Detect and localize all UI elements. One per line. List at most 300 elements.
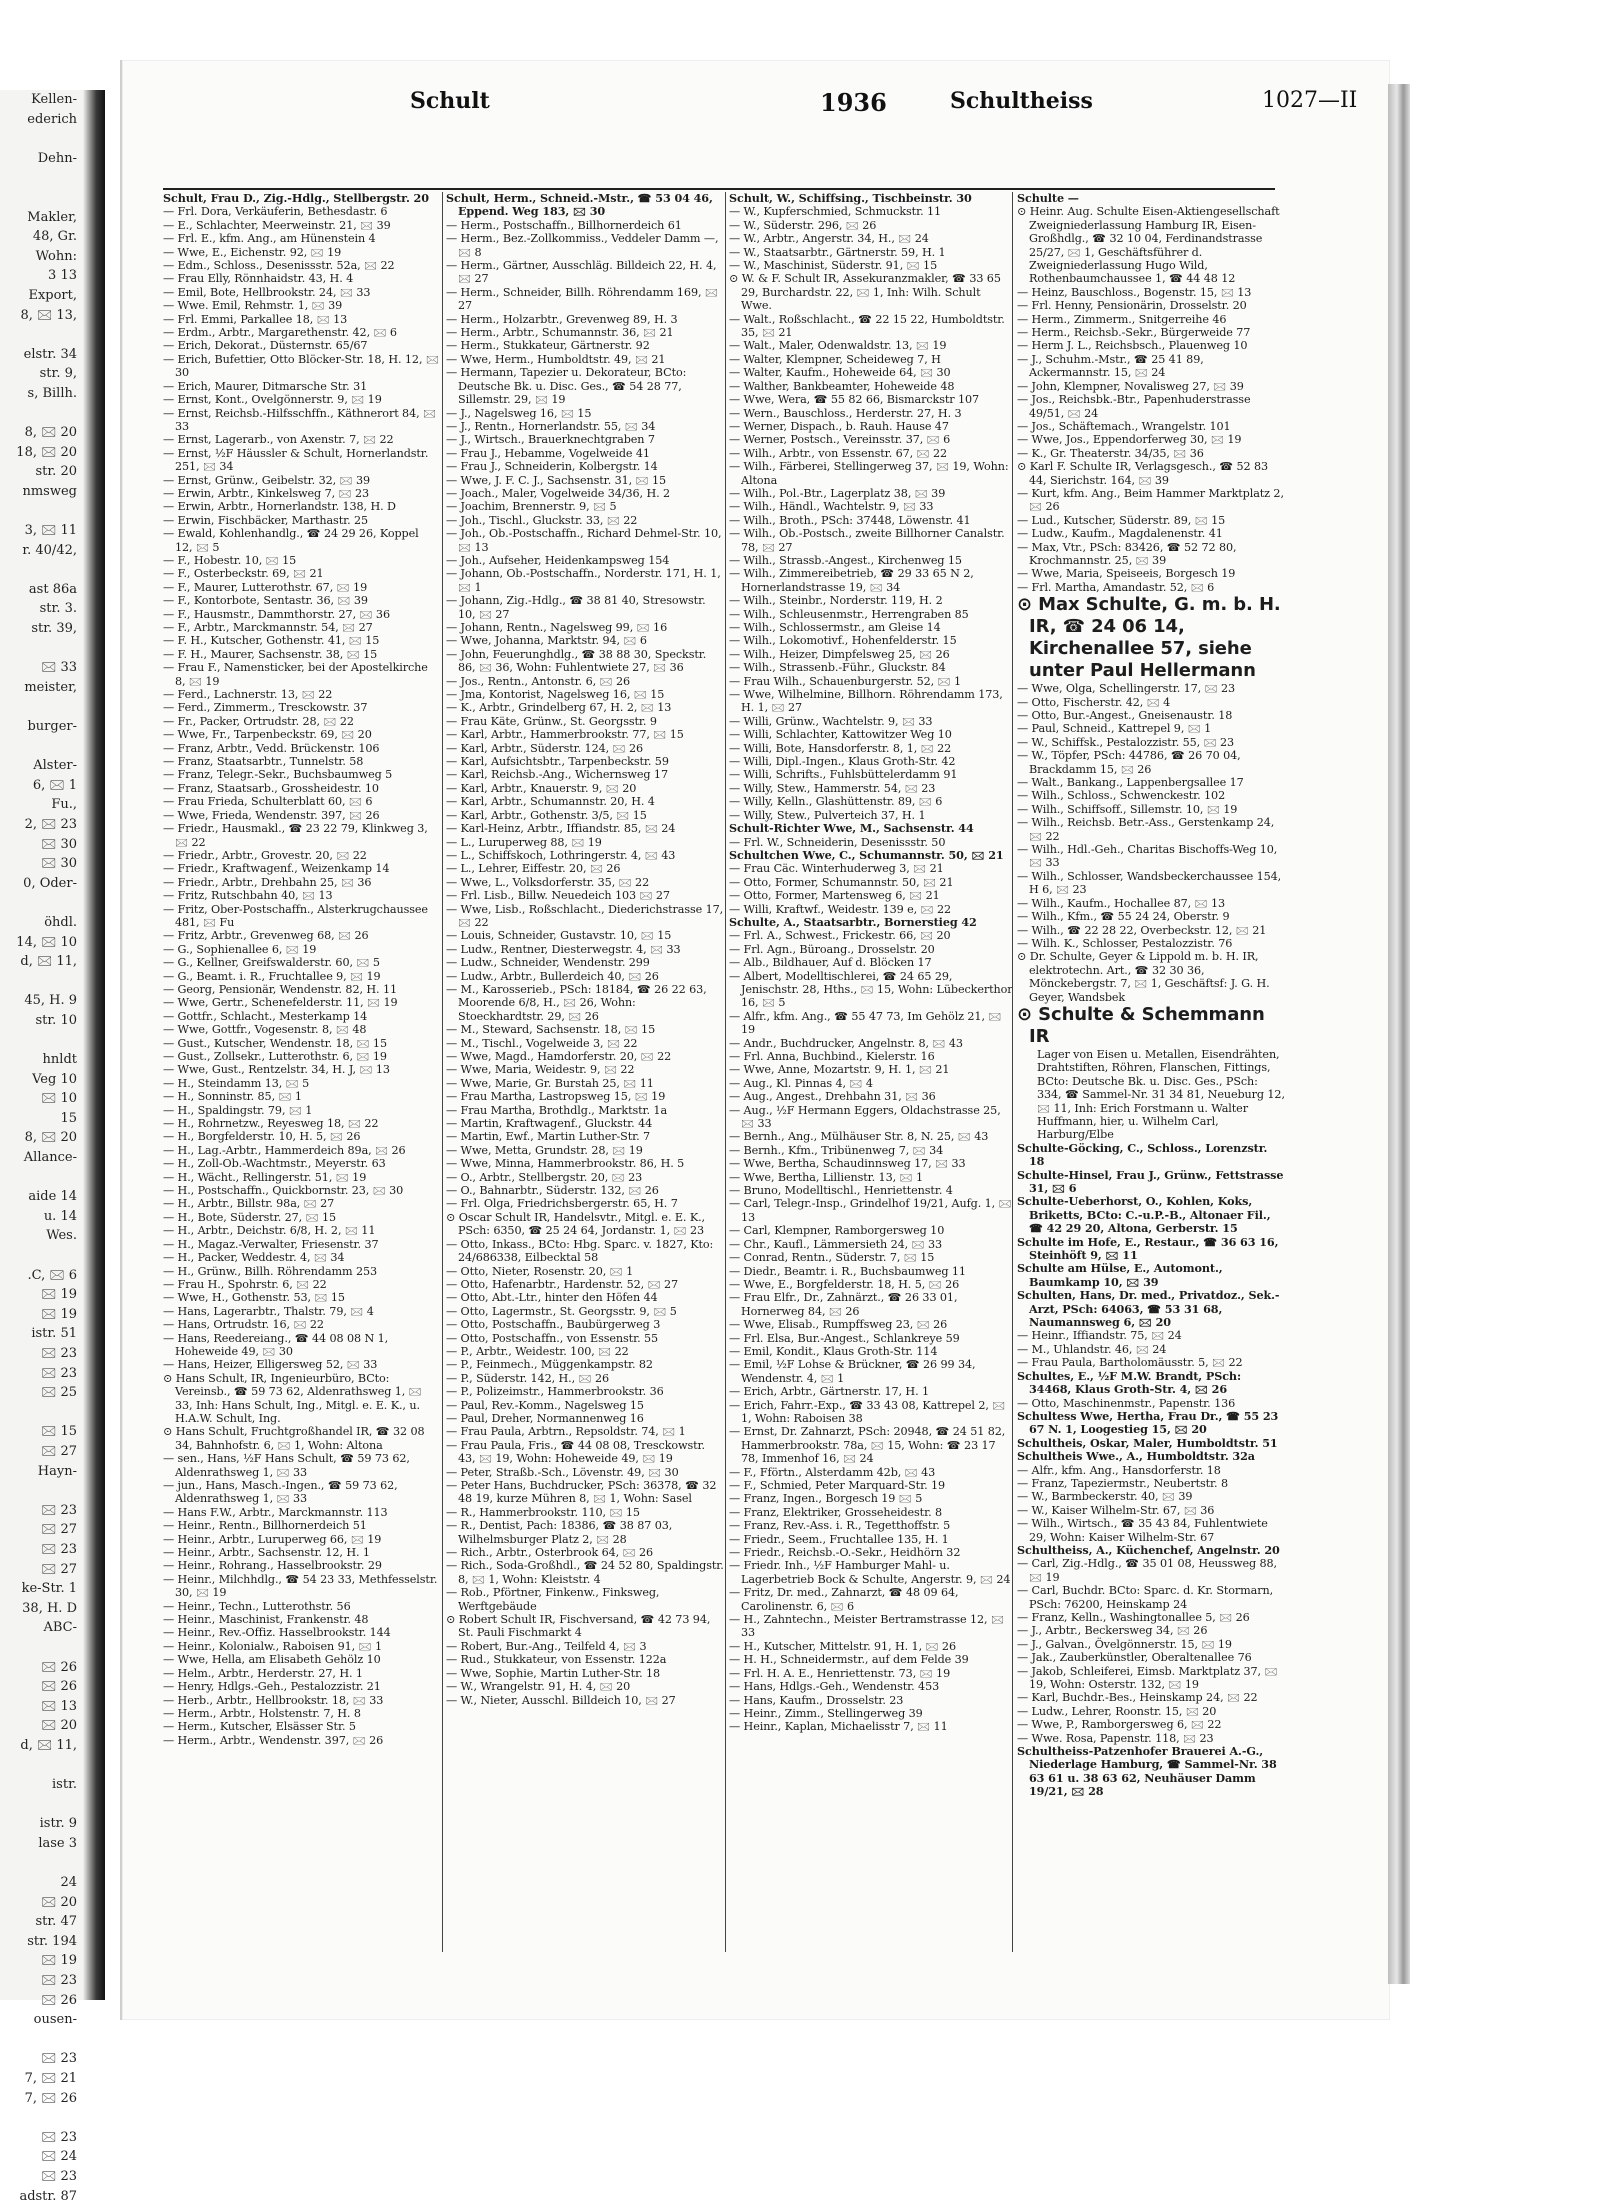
directory-entry: — Hans, Lagerarbtr., Thalstr. 79, 🖂 4	[163, 1304, 374, 1318]
directory-entry: — Wwe, Wera, ☎ 55 82 66, Bismarckstr 107	[729, 393, 980, 407]
adjacent-page-line: 🖂 24	[41, 2149, 77, 2165]
directory-entry: — Gust., Zollsekr., Lutterothstr. 6, 🖂 19	[163, 1050, 387, 1063]
directory-entry: — Willi, Grünw., Wachtelstr. 9, 🖂 33	[729, 714, 933, 728]
directory-entry: — Wwe. Emil, Rehmstr. 1, 🖂 39	[163, 299, 343, 313]
directory-entry: — Erwin, Arbtr., Kinkelsweg 7, 🖂 23	[163, 486, 369, 500]
directory-entry: — Erich, Maurer, Ditmarsche Str. 31	[163, 379, 368, 393]
directory-entry: — Otto, Postschaffn., Baubürgerweg 3	[446, 1318, 661, 1332]
directory-entry: — Lud., Kutscher, Süderstr. 89, 🖂 15	[1017, 513, 1226, 527]
directory-entry: — Frl. Elsa, Bur.-Angest., Schlankreye 59	[729, 1331, 960, 1345]
directory-entry: — R., Dentist, Pach: 18386, ☎ 38 87 03, Wilhelmsburger Platz 2, 🖂 28	[446, 1519, 673, 1546]
directory-entry: — Hans, Reedereiang., ☎ 44 08 08 N 1, Hoheweide 49, 🖂 30	[163, 1331, 389, 1358]
directory-entry: Lager von Eisen u. Metallen, Eisendrähten, Drahtstiften, Röhren, Flanschen, Fittings, BCto: Deutsche Bk. u. Disc. Ges., PSch: 334, ☎ Sammel-Nr. 31 34 81, Neueburg 12, 🖂 11, Inh: Erich Forstmann u. Walter Huffmann, hier, u. Wilhelm Carl, Harburg/Elbe	[1037, 1047, 1285, 1142]
directory-entry: — R., Hammerbrookstr. 110, 🖂 15	[446, 1505, 640, 1519]
directory-entry: — Wwe, Metta, Grundstr. 28, 🖂 19	[446, 1143, 643, 1157]
directory-entry: — Wilh. K., Schlosser, Pestalozzistr. 76	[1017, 936, 1233, 950]
adjacent-page-line: 🖂 33	[41, 660, 77, 676]
directory-entry: — Herm., Reichsb.-Sekr., Bürgerweide 77	[1017, 326, 1251, 340]
directory-entry: — Frau Frieda, Schulterblatt 60, 🖂 6	[163, 795, 373, 809]
adjacent-page-line: 🖂 23	[41, 2129, 77, 2145]
directory-entry: ⊙ Hans Schult, Fruchtgroßhandel IR, ☎ 32 08 34, Bahnhofstr. 6, 🖂 1, Wohn: Altona	[163, 1425, 425, 1452]
directory-entry: — Herm., Gärtner, Ausschläg. Billdeich 22, H. 4, 🖂 27	[446, 259, 717, 286]
directory-entry: — Frau Cäc. Winterhuderweg 3, 🖂 21	[729, 862, 944, 876]
directory-entry: — Frau J., Hebamme, Vogelweide 41	[446, 446, 650, 460]
directory-entry: — Willi, Schlachter, Kattowitzer Weg 10	[729, 728, 952, 742]
directory-entry: — Otto, Bur.-Angest., Gneisenaustr. 18	[1017, 709, 1233, 722]
directory-entry: — Wwe, E., Borgfelderstr. 18, H. 5, 🖂 26	[729, 1277, 960, 1291]
adjacent-page-line: burger-	[27, 719, 77, 734]
directory-entry: — Heinr., Milchhdlg., ☎ 54 23 33, Methfesselstr. 30, 🖂 19	[163, 1572, 438, 1600]
directory-entry: — Hans, Kaufm., Drosselstr. 23	[729, 1693, 904, 1707]
adjacent-page-line: str. 20	[35, 464, 77, 480]
directory-entry: — Friedr. Inh., ½F Hamburger Mahl- u. Lagerbetrieb Bock & Schulte, Angerstr. 9, 🖂 24	[729, 1559, 1011, 1586]
directory-entry: — Frau Elfr., Dr., Zahnärzt., ☎ 26 33 01, Hornerweg 84, 🖂 26	[729, 1291, 958, 1318]
directory-entry: — K., Gr. Theaterstr. 34/35, 🖂 36	[1017, 446, 1204, 460]
directory-entry: — J., Schuhm.-Mstr., ☎ 25 41 89, Ackermannstr. 15, 🖂 24	[1017, 352, 1204, 380]
directory-entry: Schult-Richter Wwe, M., Sachsenstr. 44	[729, 821, 974, 836]
directory-entry: — H., Arbtr., Deichstr. 6/8, H. 2, 🖂 11	[163, 1224, 376, 1238]
directory-entry: — H. H., Schneidermstr., auf dem Felde 39	[729, 1653, 969, 1667]
directory-entry: — M., Karosserieb., PSch: 18184, ☎ 26 22 63, Moorende 6/8, H., 🖂 26, Wohn: Stoeckhardtstr. 29, 🖂 26	[446, 982, 707, 1023]
directory-entry: — G., Sophienallee 6, 🖂 19	[163, 942, 317, 956]
directory-entry: — Fritz, Rutschbahn 40, 🖂 13	[163, 889, 333, 903]
directory-entry: — Willy, Kelln., Glashüttenstr. 89, 🖂 6	[729, 795, 943, 809]
directory-entry: — Wilh., Kaufm., Hochallee 87, 🖂 13	[1017, 896, 1226, 910]
directory-entry: — H., Kutscher, Mittelstr. 91, H. 1, 🖂 26	[729, 1639, 956, 1653]
directory-entry: — Wwe, Hella, am Elisabeth Gehölz 10	[163, 1653, 381, 1667]
directory-entry: — Conrad, Rentn., Süderstr. 7, 🖂 15	[729, 1251, 935, 1265]
directory-entry: — Frl. Anna, Buchbind., Kielerstr. 16	[729, 1050, 935, 1063]
directory-entry: — Ernst, Kont., Ovelgönnerstr. 9, 🖂 19	[163, 393, 382, 407]
directory-entry: — Wilh., Reichsb. Betr.-Ass., Gerstenkamp 24, 🖂 22	[1017, 816, 1275, 843]
directory-entry: — Emil, ½F Lohse & Brückner, ☎ 26 99 34, Wendenstr. 4, 🖂 1	[729, 1358, 976, 1385]
adjacent-page-line: .C, 🖂 6	[27, 1267, 77, 1283]
directory-entry: ⊙ Schulte & Schemmann IR	[1017, 1003, 1265, 1047]
adjacent-page-line: ousen-	[33, 2012, 77, 2028]
directory-entry: — Wwe, Maria, Speiseeis, Borgesch 19	[1017, 567, 1236, 581]
adjacent-page-line: 45, H. 9	[24, 993, 77, 1009]
directory-entry: — Wwe, Minna, Hammerbrookstr. 86, H. 5	[446, 1157, 685, 1171]
directory-entry: Schultheis, Oskar, Maler, Humboldtstr. 51	[1017, 1435, 1278, 1450]
directory-entry: — Wwe, Magd., Hamdorferstr. 20, 🖂 22	[446, 1050, 672, 1063]
directory-entry: — Wwe, Wilhelmine, Billhorn. Röhrendamm 173, H. 1, 🖂 27	[729, 688, 1003, 715]
directory-entry: — F., Osterbeckstr. 69, 🖂 21	[163, 567, 324, 581]
directory-entry: — Wern., Bauschloss., Herderstr. 27, H. 3	[729, 406, 962, 420]
directory-entry: — Ewald, Kohlenhandlg., ☎ 24 29 26, Koppel 12, 🖂 5	[163, 527, 419, 554]
directory-entry: — Frau Martha, Lastropsweg 15, 🖂 19	[446, 1090, 666, 1104]
directory-entry: — Jos., Reichsbk.-Btr., Papenhuderstrasse 49/51, 🖂 24	[1017, 393, 1251, 420]
directory-entry: — P., Süderstr. 142, H., 🖂 26	[446, 1371, 610, 1385]
adjacent-page-line: 🖂 23	[41, 1541, 77, 1557]
directory-entry: — Willy, Stew., Hammerstr. 54, 🖂 23	[729, 781, 936, 795]
column-3	[725, 192, 1013, 1952]
directory-entry: Schultchen Wwe, C., Schumannstr. 50, 🖂 21	[729, 847, 1004, 862]
directory-entry: — Fr., Packer, Ortrudstr. 28, 🖂 22	[163, 714, 354, 728]
directory-entry: — Alfr., kfm. Ang., Hansdorferstr. 18	[1017, 1463, 1221, 1477]
directory-entry: Schultess Wwe, Hertha, Frau Dr., ☎ 55 23 67 N. 1, Loogestieg 15, 🖂 20	[1017, 1408, 1279, 1437]
directory-entry: — L., Lehrer, Eiffestr. 20, 🖂 26	[446, 862, 621, 876]
directory-entry: — Ludw., Rentner, Diesterwegstr. 4, 🖂 33	[446, 942, 681, 956]
directory-entry: — Walter, Kaufm., Hoheweide 64, 🖂 30	[729, 366, 951, 380]
adjacent-page-line: 8, 🖂 20	[24, 425, 77, 441]
directory-entry: — P., Feinmech., Müggenkampstr. 82	[446, 1358, 653, 1372]
directory-entry: — F., Hobestr. 10, 🖂 15	[163, 553, 297, 567]
directory-entry: — Friedr., Arbtr., Grovestr. 20, 🖂 22	[163, 848, 367, 862]
directory-entry: — Herm., Schneider, Billh. Röhrendamm 169, 🖂 27	[446, 285, 718, 313]
adjacent-page-line: 🖂 23	[41, 1346, 77, 1361]
directory-entry: — Friedr., Seem., Fruchtallee 135, H. 1	[729, 1532, 949, 1546]
directory-entry: — Heinr., Kolonialw., Raboisen 91, 🖂 1	[163, 1639, 383, 1653]
directory-entry: — Karl, Arbtr., Gothenstr. 3/5, 🖂 15	[446, 808, 647, 822]
directory-entry: — Jma, Kontorist, Nagelsweg 16, 🖂 15	[446, 688, 665, 702]
directory-entry: — Peter Hans, Buchdrucker, PSch: 36378, ☎ 32 48 19, kurze Mühren 8, 🖂 1, Wohn: Sasel	[446, 1479, 717, 1506]
directory-entry: — Wwe, J. F. C. J., Sachsenstr. 31, 🖂 15	[446, 473, 667, 487]
directory-entry: — Wilh., Strassenb.-Führ., Gluckstr. 84	[729, 661, 946, 675]
directory-entry: — W., Nieter, Ausschl. Billdeich 10, 🖂 27	[446, 1693, 676, 1707]
directory-entry: — Willi, Kraftwf., Weidestr. 139 e, 🖂 22	[729, 902, 952, 916]
directory-entry: — Herm., Arbtr., Wendenstr. 397, 🖂 26	[163, 1733, 384, 1747]
directory-entry: — G., Beamt. i. R., Fruchtallee 9, 🖂 19	[163, 969, 381, 983]
directory-entry: — Hans, Heizer, Elligersweg 52, 🖂 33	[163, 1358, 378, 1372]
directory-entry: — Werner, Postsch., Vereinsstr. 37, 🖂 6	[729, 433, 951, 447]
adjacent-page-line: ABC-	[43, 1620, 77, 1636]
directory-entry: — F. H., Kutscher, Gothenstr. 41, 🖂 15	[163, 634, 380, 648]
directory-entry: — Carl, Klempner, Ramborgersweg 10	[729, 1224, 945, 1238]
directory-entry: ⊙ Hans Schult, IR, Ingenieurbüro, BCto: Vereinsb., ☎ 59 73 62, Aldenrathsweg 1, 🖂 33, Inh: Hans Schult, Ing., Mitgl. e. E. K., u. H.A.W. Schult, Ing.	[163, 1371, 422, 1425]
adjacent-page-line: 8, 🖂 13,	[20, 307, 77, 323]
directory-entry: — E., Schlachter, Meerweinstr. 21, 🖂 39	[163, 218, 391, 232]
directory-entry: — Frl. Agn., Büroang., Drosselstr. 20	[729, 942, 935, 956]
directory-entry: — Frau Paula, Bartholomäusstr. 5, 🖂 22	[1017, 1356, 1243, 1370]
adjacent-page-line: 2, 🖂 23	[24, 816, 77, 832]
directory-entry: — M., Uhlandstr. 46, 🖂 24	[1017, 1342, 1167, 1356]
adjacent-page-line: 3 13	[48, 268, 77, 284]
directory-entry: Schulten, Hans, Dr. med., Privatdoz., Sek.-Arzt, PSch: 64063, ☎ 53 31 68, Naumannsweg 6, 🖂 20	[1017, 1288, 1280, 1330]
adjacent-page-line: 🖂 20	[41, 1894, 77, 1910]
adjacent-page-line: 🖂 13	[41, 1698, 77, 1714]
directory-entry: — Willi, Bote, Hansdorferstr. 8, 1, 🖂 22	[729, 741, 952, 755]
adjacent-page-line: 🖂 15	[41, 1424, 77, 1440]
directory-entry: — Heinr., Rohrang., Hasselbrookstr. 29	[163, 1559, 382, 1573]
adjacent-page-line: 3, 🖂 11	[24, 523, 77, 539]
directory-entry: ⊙ Karl F. Schulte IR, Verlagsgesch., ☎ 52 83 44, Sierichstr. 164, 🖂 39	[1017, 460, 1269, 487]
directory-entry: — Wwe, Sophie, Martin Luther-Str. 18	[446, 1666, 661, 1680]
directory-entry: ⊙ Heinr. Aug. Schulte Eisen-Aktiengesellschaft Zweigniederlassung Hamburg IR, Eisen-Großhdlg., ☎ 32 10 04, Ferdinandstrasse 25/27, 🖂 1, Geschäftsführer d. Zweigniederlassung Hugo Wild, Rothenbaumchaussee 1, ☎ 44 48 12	[1017, 205, 1280, 286]
directory-entry: — Frau Elly, Rönnhaidstr. 43, H. 4	[163, 272, 354, 286]
adjacent-page-strip	[0, 90, 105, 2204]
directory-entry: — Paul, Dreher, Normannenweg 16	[446, 1411, 644, 1425]
page-number: 1027—II	[1262, 88, 1358, 113]
directory-entry: — Ernst, ½F Häussler & Schult, Hornerlandstr. 251, 🖂 34	[163, 446, 429, 474]
directory-entry: — Wwe, Jos., Eppendorferweg 30, 🖂 19	[1017, 433, 1242, 447]
adjacent-page-line: 38, H. D	[22, 1600, 77, 1616]
adjacent-page-line: 🖂 23	[41, 2168, 77, 2184]
directory-entry: — Herm., Arbtr., Holstenstr. 7, H. 8	[163, 1706, 361, 1720]
directory-entry: — Karl, Reichsb.-Ang., Wichernsweg 17	[446, 768, 668, 782]
directory-entry: — Wilh., Pol.-Btr., Lagerplatz 38, 🖂 39	[729, 486, 946, 500]
adjacent-page-line: str. 10	[35, 1012, 77, 1028]
directory-entry: — Franz, Elektriker, Grosseheidestr. 8	[729, 1505, 943, 1519]
adjacent-page-line: 🖂 10	[41, 1091, 77, 1107]
adjacent-page-line: 15	[60, 1110, 77, 1126]
adjacent-page-line: 8, 🖂 20	[24, 1130, 77, 1146]
adjacent-page-line: 7, 🖂 26	[24, 2090, 77, 2106]
directory-entry: — Wwe, E., Eichenstr. 92, 🖂 19	[163, 245, 342, 259]
adjacent-page-line: str. 194	[27, 1933, 77, 1949]
directory-entry: — W., Staatsarbtr., Gärtnerstr. 59, H. 1	[729, 245, 946, 259]
directory-entry: — Heinr., Rentn., Billhornerdeich 51	[163, 1519, 367, 1533]
directory-entry: ⊙ Robert Schult IR, Fischversand, ☎ 42 73 94, St. Pauli Fischmarkt 4	[446, 1613, 711, 1640]
adjacent-page-line: Veg 10	[32, 1071, 77, 1087]
directory-entry: Schultheis Wwe., A., Humboldtstr. 32a	[1017, 1449, 1255, 1464]
directory-entry: — W., Töpfer, PSch: 44786, ☎ 26 70 04, Brackdamm 15, 🖂 26	[1017, 749, 1241, 776]
directory-entry: — Wwe. Rosa, Papenstr. 118, 🖂 23	[1017, 1731, 1214, 1745]
directory-entry: — Walt., Bankang., Lappenbergsallee 17	[1017, 776, 1244, 790]
directory-entry: ⊙ Max Schulte, G. m. b. H. IR, ☎ 24 06 14, Kirchenallee 57, siehe unter Paul Hellermann	[1017, 594, 1281, 682]
directory-entry: — Frl. Henny, Pensionärin, Drosselstr. 20	[1017, 299, 1247, 313]
adjacent-page-line: öhdl.	[44, 914, 77, 930]
directory-entry: — Franz, Ingen., Borgesch 19 🖂 5	[729, 1492, 923, 1506]
adjacent-page-line: Wohn:	[35, 248, 77, 264]
directory-entry: Schulte-Hinsel, Frau J., Grünw., Fettstrasse 31, 🖂 6	[1017, 1167, 1284, 1195]
directory-entry: — Heinz, Bauschloss., Bogenstr. 15, 🖂 13	[1017, 285, 1252, 299]
directory-entry: — Frau Käte, Grünw., St. Georgsstr. 9	[446, 714, 657, 728]
directory-entry: — Ludw., Lehrer, Roonstr. 15, 🖂 20	[1017, 1704, 1217, 1718]
directory-entry: — P., Arbtr., Weidestr. 100, 🖂 22	[446, 1344, 629, 1358]
directory-entry: — Martin, Kraftwagenf., Gluckstr. 44	[446, 1117, 653, 1131]
directory-entry: — J., Arbtr., Beckersweg 34, 🖂 26	[1017, 1624, 1208, 1638]
directory-entry: — Max, Vtr., PSch: 83426, ☎ 52 72 80, Krochmannstr. 25, 🖂 39	[1017, 540, 1237, 567]
directory-entry: — H., Sonninstr. 85, 🖂 1	[163, 1090, 302, 1104]
directory-entry: — Rich., Soda-Großhdl., ☎ 24 52 80, Spaldingstr. 8, 🖂 1, Wohn: Kleiststr. 4	[446, 1559, 724, 1586]
directory-entry: — Heinr., Techn., Lutterothstr. 56	[163, 1599, 351, 1613]
directory-entry: Schulte —	[1017, 191, 1079, 205]
directory-entry: — Wilh., Hdl.-Geh., Charitas Bischoffs-Weg 10, 🖂 33	[1017, 843, 1278, 870]
directory-entry: — Otto, Former, Martensweg 6, 🖂 21	[729, 889, 940, 903]
directory-entry: — Herm., Postschaffn., Billhornerdeich 61	[446, 218, 682, 232]
directory-entry: — W., Maschinist, Süderstr. 91, 🖂 15	[729, 259, 938, 273]
directory-entry: Schult, Herm., Schneid.-Mstr., ☎ 53 04 46, Eppend. Weg 183, 🖂 30	[446, 191, 713, 219]
directory-entry: Schultheiss-Patzenhofer Brauerei A.-G., Niederlage Hamburg, ☎ Sammel-Nr. 38 63 61 u. 38 63 62, Neuhäuser Damm 19/21, 🖂 28	[1017, 1744, 1277, 1799]
directory-entry: ⊙ W. & F. Schult IR, Assekuranzmakler, ☎ 33 65 29, Burchardstr. 22, 🖂 1, Inh: Wilh. Schult Wwe.	[729, 272, 1001, 313]
directory-entry: — W., Kaiser Wilhelm-Str. 67, 🖂 36	[1017, 1503, 1215, 1517]
directory-entry: ⊙ Dr. Schulte, Geyer & Lippold m. b. H. IR, elektrotechn. Art., ☎ 32 30 36, Mönckebergstr. 7, 🖂 1, Geschäftsf: J. G. H. Geyer, Wandsbek	[1017, 950, 1270, 1004]
directory-entry: — Wwe, Anne, Mozartstr. 9, H. 1, 🖂 21	[729, 1063, 950, 1077]
directory-entry: — Wwe, Bertha, Lillienstr. 13, 🖂 1	[729, 1170, 923, 1184]
adjacent-page-line: 🖂 26	[41, 1679, 77, 1695]
directory-entry: — Otto, Hafenarbtr., Hardenstr. 52, 🖂 27	[446, 1277, 679, 1291]
adjacent-page-line: 🖂 23	[41, 1502, 77, 1518]
directory-entry: — Frl. Dora, Verkäuferin, Bethesdastr. 6	[163, 205, 388, 219]
directory-entry: — Heinr., Arbtr., Luruperweg 66, 🖂 19	[163, 1532, 382, 1546]
directory-entry: — Rob., Pförtner, Finkenw., Finksweg, Werftgebäude	[446, 1586, 660, 1613]
directory-entry: — Wilh., Händl., Wachtelstr. 9, 🖂 33	[729, 500, 934, 514]
directory-entry: — H., Bote, Süderstr. 27, 🖂 15	[163, 1210, 337, 1224]
directory-entry: — Wilh., Schlossermstr., am Gleise 14	[729, 621, 941, 634]
directory-entry: — Franz, Staatsarb., Grossheidestr. 10	[163, 781, 379, 795]
directory-entry: — Jos., Schäftemach., Wrangelstr. 101	[1017, 419, 1231, 433]
directory-entry: — Frl. Martha, Amandastr. 52, 🖂 6	[1017, 580, 1215, 594]
directory-entry: — H., Grünw., Billh. Röhrendamm 253	[163, 1264, 378, 1278]
directory-entry: — sen., Hans, ½F Hans Schult, ☎ 59 73 62, Aldenrathsweg 1, 🖂 33	[163, 1452, 410, 1479]
directory-entry: — Frl. W., Schneiderin, Desenissstr. 50	[729, 835, 946, 849]
directory-entry: — Herb., Arbtr., Hellbrookstr. 18, 🖂 33	[163, 1693, 384, 1707]
directory-entry: — Wilh., Strassb.-Angest., Kirchenweg 15	[729, 553, 962, 567]
directory-entry: — Heinr., Rev.-Offiz. Hasselbrookstr. 144	[163, 1626, 391, 1640]
column-1	[163, 192, 439, 1952]
directory-entry: — Fritz, Arbtr., Grevenweg 68, 🖂 26	[163, 929, 369, 943]
directory-entry: — H., Arbtr., Billstr. 98a, 🖂 27	[163, 1197, 335, 1211]
adjacent-page-line: ke-Str. 1	[21, 1581, 77, 1597]
directory-entry: — L., Schiffskoch, Lothringerstr. 4, 🖂 43	[446, 848, 676, 862]
directory-entry: — W., Kupferschmied, Schmuckstr. 11	[729, 205, 942, 219]
directory-entry: — W., Barmbeckerstr. 40, 🖂 39	[1017, 1490, 1193, 1504]
adjacent-page-line: 🖂 23	[41, 2051, 77, 2067]
directory-entry: — Friedr., Reichsb.-O.-Sekr., Heidhörn 32	[729, 1546, 961, 1560]
directory-entry: — Willi, Schrifts., Fuhlsbüttelerdamm 91	[729, 768, 958, 782]
adjacent-page-line: str. 3.	[39, 601, 77, 617]
directory-entry: — M., Tischl., Vogelweide 3, 🖂 22	[446, 1036, 638, 1050]
directory-entry: — Ludw., Arbtr., Bullerdeich 40, 🖂 26	[446, 969, 659, 983]
directory-entry: Schulte am Hülse, E., Automont., Baumkamp 10, 🖂 39	[1017, 1261, 1223, 1289]
directory-entry: — W., Arbtr., Angerstr. 34, H., 🖂 24	[729, 232, 929, 246]
adjacent-page-line: 🖂 27	[41, 1443, 77, 1459]
directory-entry: — Frl. H. A. E., Henriettenstr. 73, 🖂 19	[729, 1666, 951, 1680]
directory-entry: Schult, W., Schiffsing., Tischbeinstr. 30	[729, 191, 972, 205]
directory-entry: — Joachim, Brennerstr. 9, 🖂 5	[446, 500, 617, 514]
directory-entry: — Paul, Rev.-Komm., Nagelsweg 15	[446, 1398, 644, 1412]
directory-entry: — Alfr., kfm. Ang., ☎ 55 47 73, Im Gehölz 21, 🖂 19	[729, 1009, 1002, 1037]
directory-entry: — Heinr., Zimm., Stellingerweg 39	[729, 1706, 923, 1720]
directory-entry: — Wilh., Heizer, Dimpfelsweg 25, 🖂 26	[729, 647, 950, 661]
directory-entry: — O., Arbtr., Stellbergstr. 20, 🖂 23	[446, 1170, 643, 1184]
header-left-word: Schult	[410, 88, 490, 114]
directory-entry: — Willi, Dipl.-Ingen., Klaus Groth-Str. 42	[729, 755, 956, 769]
adjacent-page-line: str. 9,	[39, 366, 77, 382]
directory-entry: — Wwe, Gottfr., Vogesenstr. 8, 🖂 48	[163, 1023, 367, 1037]
adjacent-page-line: Wes.	[46, 1228, 77, 1244]
header-rule	[163, 188, 1275, 190]
directory-entry: — Wwe, Elisab., Rumpffsweg 23, 🖂 26	[729, 1318, 948, 1332]
directory-entry: — Hans, Ortrudstr. 16, 🖂 22	[163, 1318, 324, 1332]
directory-entry: — Jos., Rentn., Antonstr. 6, 🖂 26	[446, 674, 630, 688]
directory-entry: — Ernst, Grünw., Geibelstr. 32, 🖂 39	[163, 473, 371, 487]
directory-entry: — Otto, Nieter, Rosenstr. 20, 🖂 1	[446, 1264, 634, 1278]
directory-entry: — Karl, Arbtr., Süderstr. 124, 🖂 26	[446, 741, 643, 755]
directory-entry: — Frl. Olga, Friedrichsbergerstr. 65, H. 7	[446, 1197, 678, 1211]
directory-entry: — Otto, Inkass., BCto: Hbg. Sparc. v. 1827, Kto: 24/686338, Eilbecktal 58	[446, 1237, 714, 1265]
directory-entry: — Martin, Ewf., Martin Luther-Str. 7	[446, 1130, 651, 1144]
directory-entry: — Erwin, Fischbäcker, Marthastr. 25	[163, 513, 369, 527]
header-right-word: Schultheiss	[950, 88, 1093, 114]
directory-entry: — Franz, Kelln., Washingtonallee 5, 🖂 26	[1017, 1611, 1250, 1624]
directory-entry: — Andr., Buchdrucker, Angelnstr. 8, 🖂 43	[729, 1036, 963, 1050]
directory-entry: — F. H., Maurer, Sachsenstr. 38, 🖂 15	[163, 647, 378, 661]
adjacent-page-line: Fu.,	[51, 797, 77, 813]
directory-entry: — Karl-Heinz, Arbtr., Iffiandstr. 85, 🖂 24	[446, 822, 676, 836]
adjacent-page-line: Makler,	[27, 209, 77, 225]
directory-entry: — Wwe, Johanna, Marktstr. 94, 🖂 6	[446, 634, 647, 648]
directory-entry: — John, Klempner, Novalisweg 27, 🖂 39	[1017, 379, 1244, 393]
adjacent-page-line	[0, 2030, 105, 2050]
directory-entry: — Hans, Hdlgs.-Geh., Wendenstr. 453	[729, 1680, 940, 1694]
adjacent-page-line: 🖂 25	[41, 1385, 77, 1401]
directory-entry: — G., Kellner, Greifswalderstr. 60, 🖂 5	[163, 956, 380, 970]
directory-entry: — jun., Hans, Masch.-Ingen., ☎ 59 73 62, Aldenrathsweg 1, 🖂 33	[163, 1479, 398, 1506]
directory-entry: — H., Lag.-Arbtr., Hammerdeich 89a, 🖂 26	[163, 1143, 406, 1157]
adjacent-page-line: elstr. 34	[23, 346, 77, 362]
directory-entry: — H., Postschaffn., Quickbornstr. 23, 🖂 30	[163, 1184, 404, 1198]
adjacent-page-line: ast 86a	[28, 581, 77, 597]
adjacent-page-line: Alster-	[33, 758, 77, 774]
directory-entry: — Walt., Maler, Odenwaldstr. 13, 🖂 19	[729, 339, 947, 353]
directory-entry: — H., Packer, Weddestr. 4, 🖂 34	[163, 1251, 345, 1265]
directory-entry: — H., Spaldingstr. 79, 🖂 1	[163, 1103, 313, 1117]
directory-entry: — Emil, Kondit., Klaus Groth-Str. 114	[729, 1344, 938, 1358]
directory-entry: — Franz, Rev.-Ass. i. R., Tegetthoffstr. 5	[729, 1519, 951, 1533]
adjacent-page-line: 18, 🖂 20	[16, 444, 77, 460]
directory-entry: — Karl, Aufsichtsbtr., Tarpenbeckstr. 59	[446, 755, 669, 769]
directory-entry: — Herm J. L., Reichsbsch., Plauenweg 10	[1017, 339, 1248, 353]
directory-entry: — J., Wirtsch., Brauerknechtgraben 7	[446, 433, 655, 447]
directory-entry: — Frau H., Spohrstr. 6, 🖂 22	[163, 1277, 327, 1291]
directory-entry: — L., Luruperweg 88, 🖂 19	[446, 835, 602, 849]
adjacent-page-line: 🖂 26	[41, 1992, 77, 2008]
directory-entry: — Johann, Zig.-Hdlg., ☎ 38 81 40, Stresowstr. 10, 🖂 27	[446, 594, 706, 621]
directory-entry: — Carl, Telegr.-Insp., Grindelhof 19/21, Aufg. 1, 🖂 13	[729, 1197, 1012, 1224]
directory-entry: — Wwe, Herm., Humboldtstr. 49, 🖂 21	[446, 352, 666, 366]
adjacent-page-line: 6, 🖂 1	[32, 777, 77, 793]
directory-entry: — Erdm., Arbtr., Margarethenstr. 42, 🖂 6	[163, 326, 397, 340]
directory-entry: — Bernh., Ang., Mülhäuser Str. 8, N. 25, 🖂 43	[729, 1130, 989, 1144]
adjacent-page-line: istr.	[52, 1777, 77, 1793]
adjacent-page-line: d, 🖂 11,	[20, 1737, 77, 1753]
directory-entry: — F., Kontorbote, Sentastr. 36, 🖂 39	[163, 594, 368, 608]
directory-entry: — Ernst, Reichsb.-Hilfsschffn., Käthnerort 84, 🖂 33	[163, 406, 436, 433]
page-header	[120, 88, 1388, 132]
directory-entry: — Herm., Stukkateur, Gärtnerstr. 92	[446, 339, 650, 353]
directory-entry: — F., Hausmstr., Dammthorstr. 27, 🖂 36	[163, 607, 390, 621]
directory-entry: — Diedr., Beamtr. i. R., Buchsbaumweg 11	[729, 1264, 966, 1278]
directory-entry: — Herm., Bez.-Zollkommiss., Veddeler Damm —, 🖂 8	[446, 232, 719, 259]
adjacent-page-line: u. 14	[43, 1208, 77, 1224]
directory-entry: — Wilh., Schlosser, Wandsbeckerchaussee 154, H 6, 🖂 23	[1017, 869, 1282, 897]
directory-entry: — Aug., ½F Hermann Eggers, Oldachstrasse 25, 🖂 33	[729, 1103, 1001, 1131]
directory-entry: — Wilh., Lokomotivf., Hohenfelderstr. 15	[729, 634, 957, 648]
column-2	[442, 192, 725, 1952]
directory-entry: — Joh., Aufseher, Heidenkampsweg 154	[446, 553, 670, 567]
directory-entry: — Werner, Dispach., b. Rauh. Hause 47	[729, 419, 949, 433]
directory-entry: — W., Schiffsk., Pestalozzistr. 55, 🖂 23	[1017, 735, 1235, 749]
directory-entry: — Wwe, H., Gothenstr. 53, 🖂 15	[163, 1291, 345, 1305]
directory-entry: — Joh., Ob.-Postschaffn., Richard Dehmel-Str. 10, 🖂 13	[446, 527, 722, 554]
directory-entry: — Otto, Postschaffn., von Essenstr. 55	[446, 1331, 659, 1345]
directory-entry: — W., Süderstr. 296, 🖂 26	[729, 218, 877, 232]
directory-entry: — Wilh., Wirtsch., ☎ 35 43 84, Fuhlentwiete 29, Wohn: Kaiser Wilhelm-Str. 67	[1017, 1517, 1268, 1544]
directory-entry: — Wwe, Bertha, Schaudinnsweg 17, 🖂 33	[729, 1157, 966, 1171]
directory-entry: — Frl. A., Schwest., Frickestr. 66, 🖂 20	[729, 929, 951, 943]
directory-entry: — Frau Paula, Fris., ☎ 44 08 08, Tresckowstr. 43, 🖂 19, Wohn: Hoheweide 49, 🖂 19	[446, 1438, 706, 1466]
directory-entry: — Frau F., Namensticker, bei der Apostelkirche 8, 🖂 19	[163, 661, 428, 688]
directory-entry: Schult, Frau D., Zig.-Hdlg., Stellbergstr. 20	[163, 191, 429, 205]
directory-entry: — Gottfr., Schlacht., Mesterkamp 14	[163, 1009, 368, 1023]
directory-entry: — Heinr., Arbtr., Sachsenstr. 12, H. 1	[163, 1546, 370, 1560]
adjacent-page-line: ederich	[27, 111, 77, 127]
directory-entry: — O., Bahnarbtr., Süderstr. 132, 🖂 26	[446, 1184, 659, 1198]
directory-entry: — Georg, Pensionär, Wendenstr. 82, H. 11	[163, 982, 397, 996]
directory-entry: — Ferd., Lachnerstr. 13, 🖂 22	[163, 688, 333, 702]
directory-entry: — Erich, Fahrr.-Exp., ☎ 33 43 08, Kattrepel 2, 🖂 1, Wohn: Raboisen 38	[729, 1398, 1006, 1425]
